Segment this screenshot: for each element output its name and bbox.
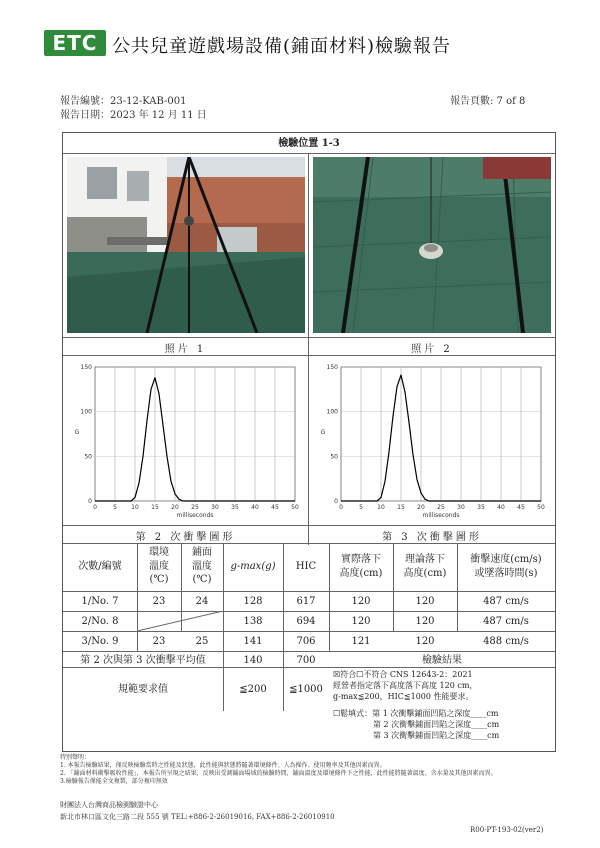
y-tick-label: 0 bbox=[88, 498, 92, 505]
chart-2-caption: 第 2 次衝擊圖形 bbox=[135, 532, 236, 543]
requirement-gmax: ≦200 bbox=[239, 684, 267, 695]
photo-2-caption: 照片 2 bbox=[411, 344, 453, 355]
x-tick-label: 5 bbox=[359, 504, 363, 511]
y-tick-label: 150 bbox=[326, 364, 338, 371]
y-axis-label: G bbox=[74, 429, 80, 436]
x-tick-label: 50 bbox=[537, 504, 545, 511]
impact-chart-3 bbox=[311, 357, 553, 525]
x-tick-label: 50 bbox=[291, 504, 299, 511]
row1-actual: 120 bbox=[351, 596, 371, 607]
x-tick-label: 40 bbox=[497, 504, 505, 511]
header-surface-temp: 鋪面 溫度 (℃) bbox=[192, 547, 212, 585]
row3-theory: 120 bbox=[415, 636, 435, 647]
photo-2 bbox=[313, 157, 551, 333]
row2-actual: 120 bbox=[351, 616, 371, 627]
row3-velocity: 488 cm/s bbox=[483, 636, 529, 647]
results-table bbox=[63, 543, 555, 753]
header-actual-height: 實際落下 高度(cm) bbox=[339, 554, 383, 579]
x-tick-label: 25 bbox=[437, 504, 445, 511]
chart-3 bbox=[311, 357, 553, 525]
performance-line: g-max≦200，HIC≦1000 性能要求。 bbox=[333, 692, 474, 701]
average-hic: 700 bbox=[296, 655, 316, 666]
special-notes bbox=[60, 754, 560, 786]
requirement-result bbox=[333, 669, 555, 741]
header-velocity: 衝擊速度(cm/s) 或墜落時間(s) bbox=[470, 554, 542, 579]
x-tick-label: 45 bbox=[271, 504, 279, 511]
report-title: 公共兒童遊戲場設備(鋪面材料)檢驗報告 bbox=[112, 36, 452, 57]
row3-hic: 706 bbox=[296, 636, 316, 647]
requirement-label: 規範要求值 bbox=[118, 684, 168, 695]
report-number: 報告編號：23-12-KAB-001 bbox=[60, 96, 187, 107]
x-tick-label: 5 bbox=[113, 504, 117, 511]
x-tick-label: 10 bbox=[377, 504, 385, 511]
notes-heading: 特別聲明： bbox=[60, 754, 91, 761]
x-tick-label: 15 bbox=[151, 504, 159, 511]
chart-2 bbox=[65, 357, 307, 525]
x-tick-label: 15 bbox=[397, 504, 405, 511]
result-label: 檢驗結果 bbox=[422, 655, 462, 666]
row1-gmax: 128 bbox=[243, 596, 263, 607]
footer-form-number: R00-PT-193-02(ver2) bbox=[470, 826, 544, 834]
y-tick-label: 50 bbox=[330, 453, 338, 461]
x-tick-label: 40 bbox=[251, 504, 259, 511]
average-label: 第 2 次與第 3 次衝擊平均值 bbox=[80, 655, 206, 666]
header-trial: 次數/編號 bbox=[78, 561, 122, 572]
x-tick-label: 30 bbox=[211, 504, 219, 511]
etc-logo: ETC bbox=[44, 30, 106, 56]
row2-trial: 2/No. 8 bbox=[81, 616, 119, 627]
row2-hic: 694 bbox=[296, 616, 316, 627]
chart-3-caption: 第 3 次衝擊圖形 bbox=[382, 532, 482, 543]
header-hic: HIC bbox=[295, 561, 317, 572]
row3-actual: 121 bbox=[351, 636, 371, 647]
header-env-temp: 環境 溫度 (℃) bbox=[149, 547, 169, 585]
row1-velocity: 487 cm/s bbox=[483, 596, 529, 607]
row2-gmax: 138 bbox=[243, 616, 263, 627]
x-tick-label: 10 bbox=[131, 504, 139, 511]
row3-surf: 25 bbox=[195, 636, 209, 647]
x-tick-label: 0 bbox=[339, 504, 343, 511]
row2-velocity: 487 cm/s bbox=[483, 616, 529, 627]
row3-gmax: 141 bbox=[243, 636, 263, 647]
row1-theory: 120 bbox=[415, 596, 435, 607]
row3-trial: 3/No. 9 bbox=[81, 636, 119, 647]
row1-trial: 1/No. 7 bbox=[81, 596, 119, 607]
footer-org: 財團法人台灣商品檢測驗證中心 bbox=[60, 801, 158, 809]
x-tick-label: 20 bbox=[171, 504, 179, 511]
report-frame bbox=[62, 132, 556, 752]
row1-surf: 24 bbox=[195, 596, 209, 607]
x-tick-label: 0 bbox=[93, 504, 97, 511]
header-gmax: g-max(g) bbox=[230, 561, 276, 572]
x-tick-label: 35 bbox=[477, 504, 485, 511]
x-axis-label: milliseconds bbox=[422, 512, 460, 519]
x-axis-label: milliseconds bbox=[176, 512, 214, 519]
y-tick-label: 150 bbox=[80, 364, 92, 371]
photo-1-caption: 照片 1 bbox=[164, 344, 207, 355]
x-tick-label: 20 bbox=[417, 504, 425, 511]
merged-cell-slash bbox=[137, 611, 223, 631]
y-tick-label: 100 bbox=[326, 408, 338, 416]
footer-address: 新北市林口區文化三路二段 555 號 TEL:+886-2-26019016, FAX+886-2-26010910 bbox=[60, 813, 335, 821]
page-indicator: 報告頁數: 7 of 8 bbox=[450, 96, 526, 107]
designated-height-line: 經營者指定落下高度落下高度 120 cm， bbox=[333, 681, 478, 690]
average-gmax: 140 bbox=[243, 655, 263, 666]
report-date: 報告日期：2023 年 12 月 11 日 bbox=[60, 110, 207, 121]
requirement-hic: ≦1000 bbox=[289, 684, 323, 695]
row1-env: 23 bbox=[152, 596, 166, 607]
note-2: 2. 「鋪面材料衝擊吸收性能」，本報告所呈現之結果，反映出受測鋪面場域的檢驗時間，鋪面溫度及環境條件下之性能，此性能將隨著溫度、含水量及其他因素而異。 bbox=[60, 770, 497, 777]
row2-theory: 120 bbox=[415, 616, 435, 627]
compliance-line: ☒符合☐不符合 CNS 12643-2：2021 bbox=[333, 670, 473, 679]
y-tick-label: 0 bbox=[334, 498, 338, 505]
x-tick-label: 30 bbox=[457, 504, 465, 511]
photo-1 bbox=[67, 157, 305, 333]
note-1: 1. 本報告檢驗結果，僅反映檢驗當時之性能及狀態，此性能與狀態將隨著環境條件、人為操作、使用頻率及其他因素而異。 bbox=[60, 762, 386, 769]
loose-fill-line-1: ☐鬆填式：第 1 次衝擊鋪面凹陷之深度____cm bbox=[333, 709, 499, 718]
row3-env: 23 bbox=[152, 636, 166, 647]
note-3: 3.檢驗報告僅能全文複製，部分複印無效 bbox=[60, 778, 168, 785]
x-tick-label: 35 bbox=[231, 504, 239, 511]
y-tick-label: 50 bbox=[84, 453, 92, 461]
section-title: 檢驗位置 1-3 bbox=[278, 138, 340, 149]
x-tick-label: 45 bbox=[517, 504, 525, 511]
header-theory-height: 理論落下 高度(cm) bbox=[403, 554, 447, 579]
y-axis-label: G bbox=[320, 429, 326, 436]
loose-fill-line-3: 第 3 次衝擊鋪面凹陷之深度____cm bbox=[373, 731, 500, 740]
x-tick-label: 25 bbox=[191, 504, 199, 511]
y-tick-label: 100 bbox=[80, 408, 92, 416]
impact-chart-2 bbox=[65, 357, 307, 525]
row1-hic: 617 bbox=[296, 596, 316, 607]
loose-fill-line-2: 第 2 次衝擊鋪面凹陷之深度____cm bbox=[373, 720, 500, 729]
